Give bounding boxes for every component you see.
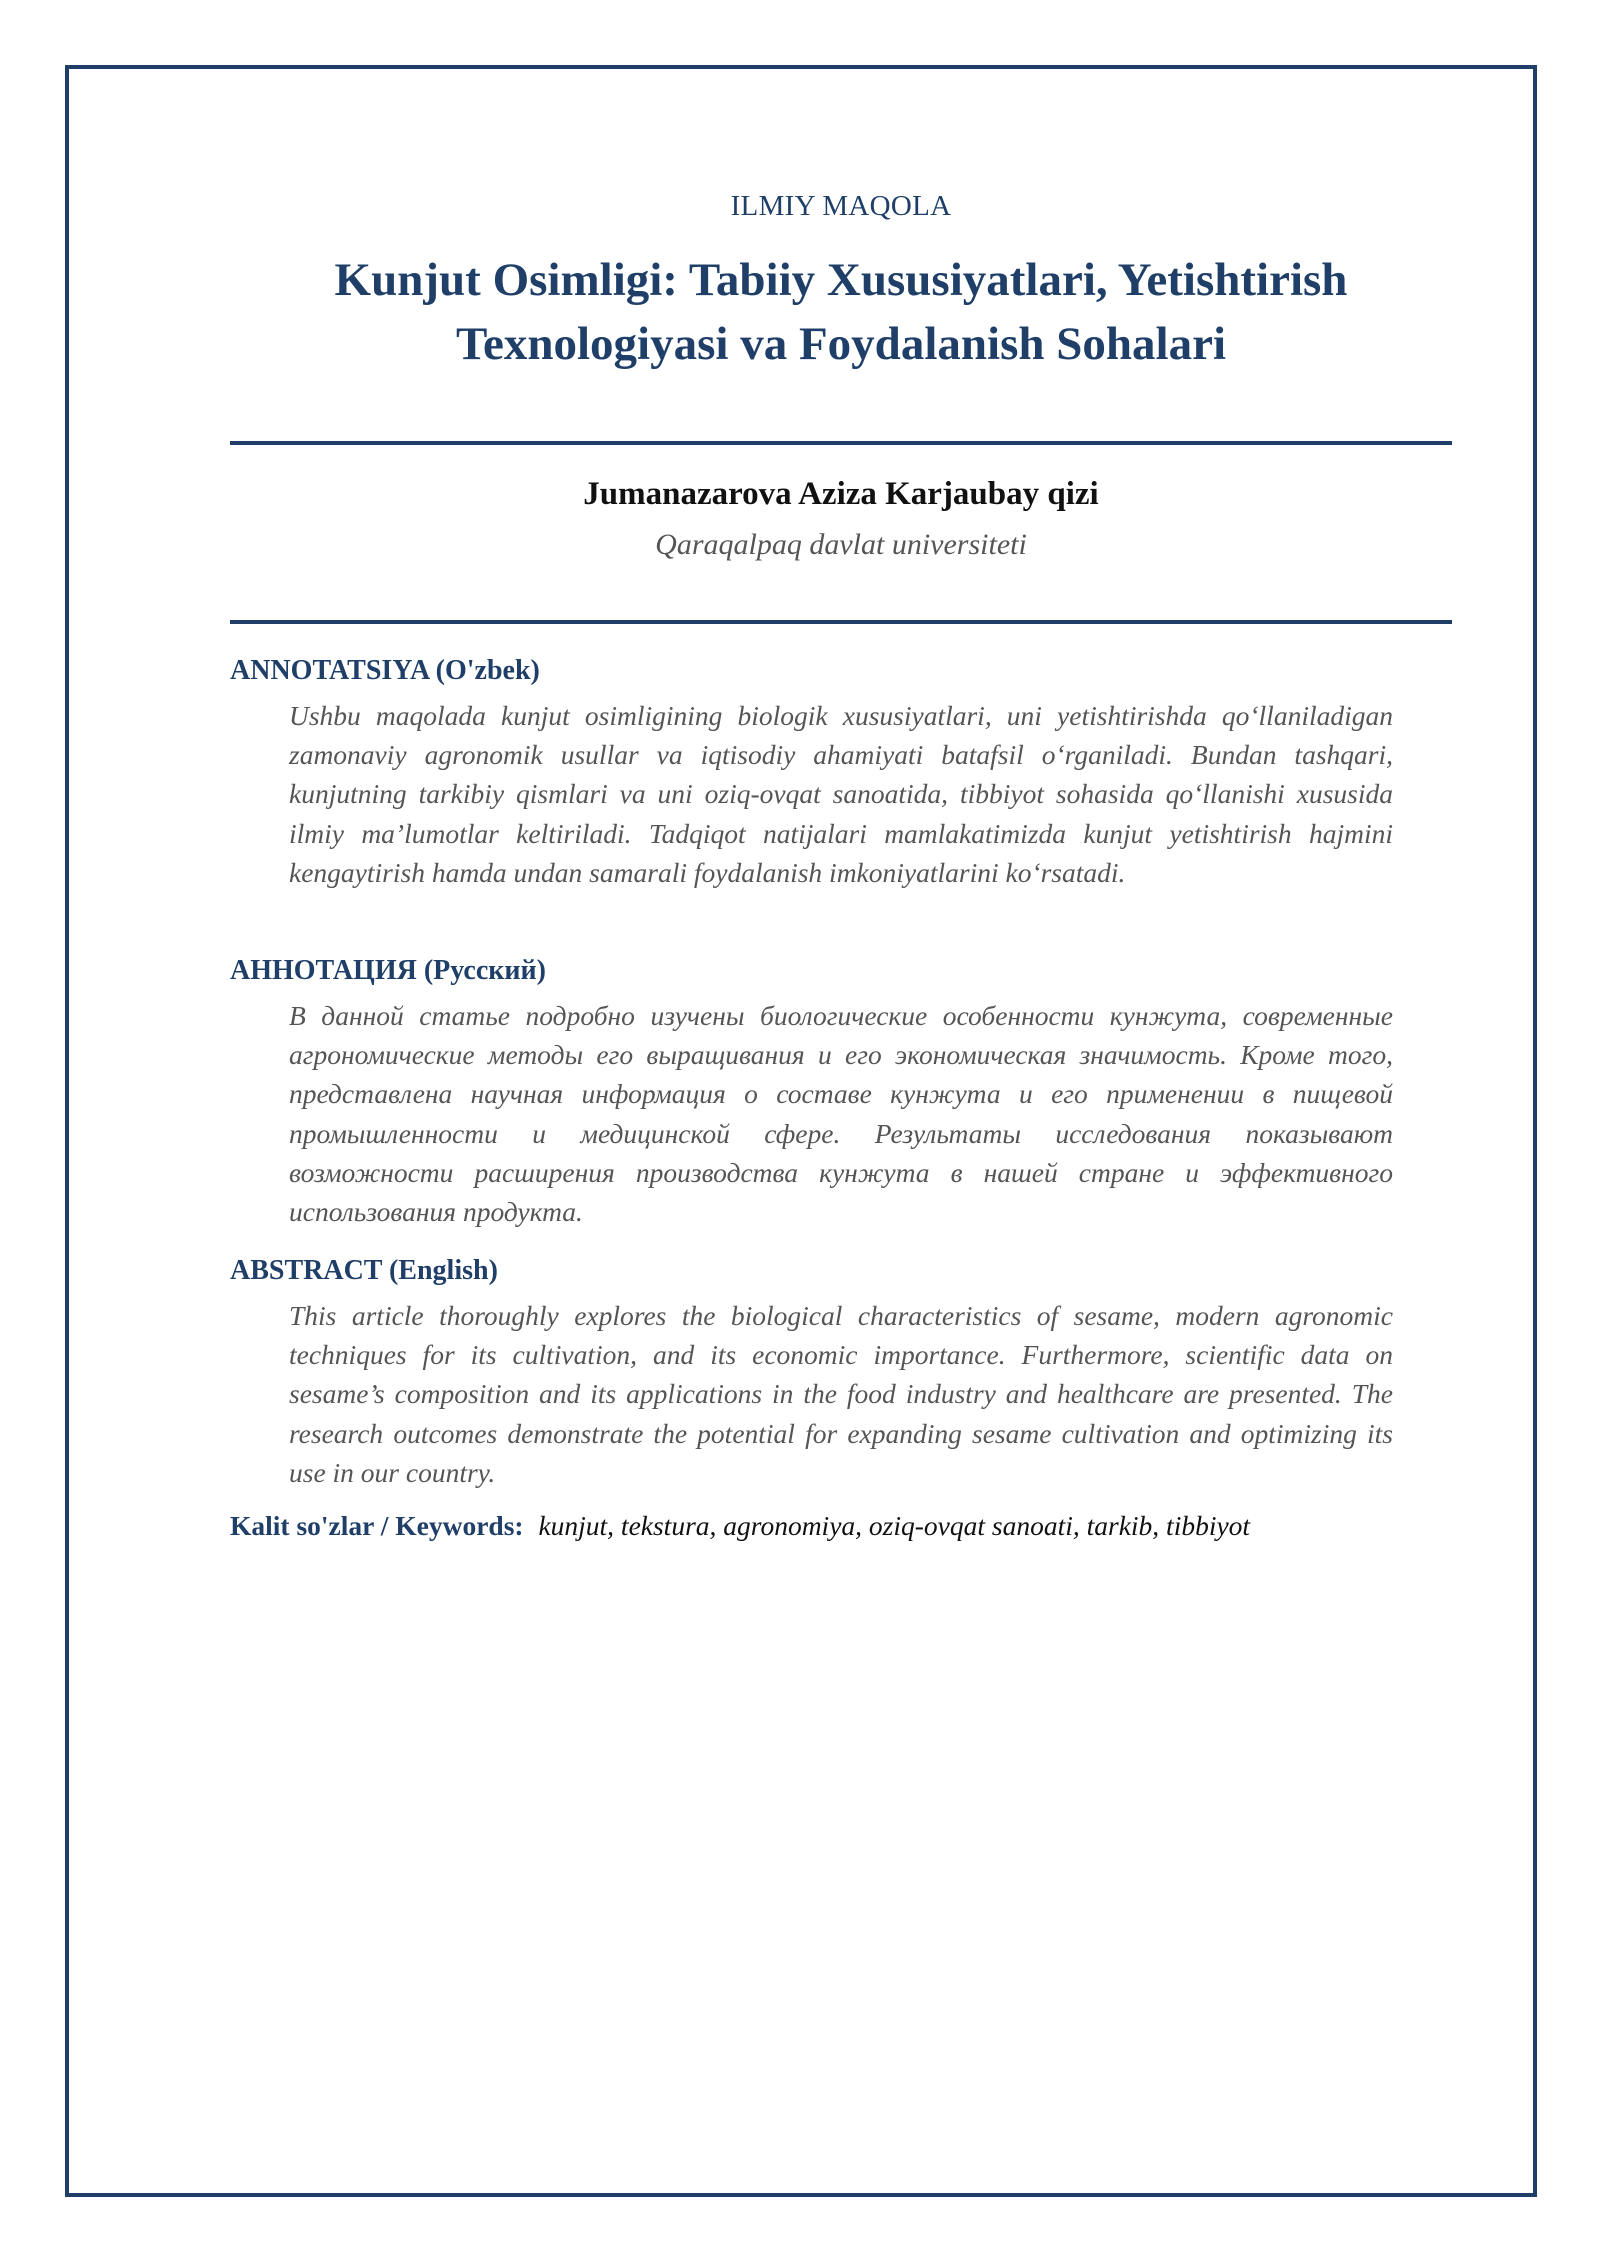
- divider-top: [230, 441, 1452, 445]
- abstract-en-heading: ABSTRACT (English): [230, 1255, 498, 1286]
- article-title: Kunjut Osimligi: Tabiiy Xususiyatlari, Yetishtirish Texnologiyasi va Foydalanish Sohalari: [334, 254, 1348, 370]
- divider-bottom: [230, 620, 1452, 624]
- author-affiliation: Qaraqalpaq davlat universiteti: [655, 528, 1027, 561]
- author-name: Jumanazarova Aziza Karjaubay qizi: [583, 476, 1099, 512]
- abstract-uz-heading: ANNOTATSIYA (O'zbek): [230, 655, 540, 686]
- article-kicker: ILMIY MAQOLA: [730, 190, 952, 222]
- keywords-label: Kalit so'zlar / Keywords:: [230, 1510, 524, 1541]
- abstract-uz-text: Ushbu maqolada kunjut osimligining biologik xususiyatlari, uni yetishtirishda qo‘llaniladigan zamonaviy agronomik usullar va iqtisodiy ahamiyati batafsil o‘rganiladi. Bundan tashqari, kunjutning tarkibiy qismlari va uni oziq-ovqat sanoatida, tibbiyot sohasida qo‘llanishi xususida ilmiy ma’lumotlar keltiriladi. Tadqiqot natijalari mamlakatimizda kunjut yetishtirish hajmini kengaytirish hamda undan samarali foydalanish imkoniyatlarini ko‘rsatadi.: [289, 700, 1393, 888]
- abstract-ru-text: В данной статье подробно изучены биологические особенности кунжута, современные агрономические методы его выращивания и его экономическая значимость. Кроме того, представлена научная информация о составе кунжута и его применении в пищевой промышленности и медицинской сфере. Результаты исследования показывают возможности расширения производства кунжута в нашей стране и эффективного использования продукта.: [289, 1000, 1393, 1228]
- abstract-ru-heading: АННОТАЦИЯ (Русский): [230, 955, 546, 986]
- abstract-en-text: This article thoroughly explores the biological characteristics of sesame, modern agronomic techniques for its cultivation, and its economic importance. Furthermore, scientific data on sesame’s composition and its applications in the food industry and healthcare are presented. The research outcomes demonstrate the potential for expanding sesame cultivation and optimizing its use in our country.: [289, 1300, 1393, 1488]
- keywords-line: [230, 1510, 1452, 1542]
- keywords-list: kunjut, tekstura, agronomiya, oziq-ovqat sanoati, tarkib, tibbiyot: [538, 1510, 1251, 1541]
